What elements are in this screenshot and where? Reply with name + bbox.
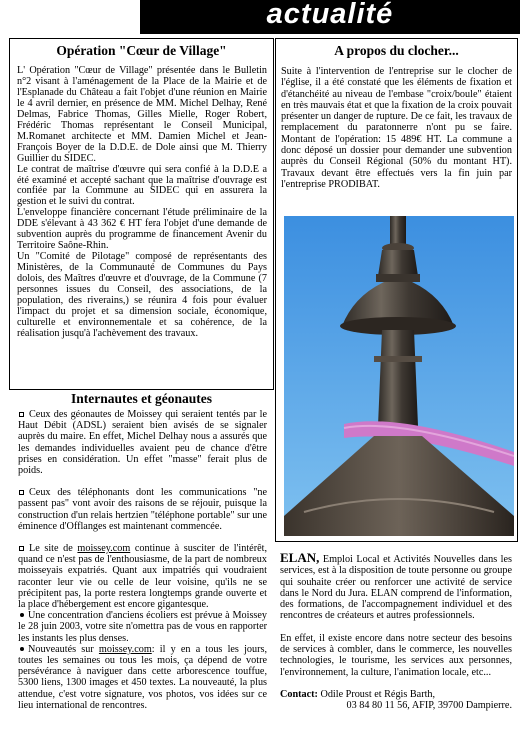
article-coeur-body xyxy=(17,66,267,340)
square-bullet-icon xyxy=(19,412,24,417)
moissey-link[interactable]: moissey.com xyxy=(98,643,152,655)
section-title: actualité xyxy=(266,0,394,30)
moissey-link[interactable]: moissey.com xyxy=(77,543,131,555)
square-bullet-icon xyxy=(19,490,24,495)
header-banner xyxy=(140,0,520,34)
round-bullet-icon xyxy=(20,613,24,617)
elan-paragraph: ELAN, Emploi Local et Activités Nouvelles dans les services, est à la disposition de toute personne ou groupe qui souhaite créer ou renforcer une activité de service dans le Nord du Jura. ELAN comprend de l'information, des formations, de l'accompagnement individuel et des rencontres de créateurs et autres professionnels. xyxy=(280,550,512,622)
article-coeur-title: Opération "Cœur de Village" xyxy=(56,43,227,58)
coeur-paragraph: Le contrat de maîtrise d'œuvre qui sera confié à la D.D.E a été examiné et accepté sachant que la maîtrise d'ouvrage est confiée par la Commune au SIDEC qui en assurera la gestion et le suivi du contrat. xyxy=(17,163,267,208)
elan-paragraph: En effet, il existe encore dans notre secteur des besoins de services à combler, dans le commerce, les nouvelles technologies, le tourisme, les services aux personnes, l'environnement, la culture, l'animation locale, etc... xyxy=(280,632,512,678)
internautes-paragraph: Nouveautés sur moissey.com: il y en a tous les jours, toutes les semaines ou tous les mois, ça dépend de votre persévérance à naviguer dans cette arborescence touffue, 5300 liens, 1300 images et 450 textes. La nouveauté, la plus attendue, c'est votre signature, vos photos, vos idées sur ce lieu international de rencontres. xyxy=(18,643,267,711)
round-bullet-icon xyxy=(20,647,24,651)
article-clocher-body xyxy=(281,66,512,190)
article-elan-body xyxy=(280,552,512,712)
clocher-paragraph: Suite à l'intervention de l'entreprise sur le clocher de l'église, il a été constaté que les éléments de fixation et d'étanchéité au niveau de l'embase "croix/boule" étaient en très mauvais état et que la fixation de la croix pouvait présenter un danger de rupture. De ce fait, les travaux de remplacement du paratonnerre n'ont pu se faire. Montant de l'opération: 15 489€ HT. La commune a donc déposé un dossier pour demander une subvention auprès du Conseil Régional (50% du montant HT). Travaux devant être effectués vers la fin juin par l'entreprise PRODIBAT. xyxy=(281,66,512,190)
coeur-paragraph: Un "Comité de Pilotage" composé de représentants des Ministères, de la Communauté de Communes du Pays dolois, des Maîtres d'œuvre et d'ouvrage, de la Commune (7 personnes issues du Conseil, des associations, de la population, des riverains,) se réunira 4 fois pour évaluer l'impact du projet et sa dimension sociale, économique, culturelle et environnementale et sa cohérence, de la réalisation jusqu'à l'achèvement des travaux. xyxy=(17,251,267,339)
coeur-paragraph: L' Opération "Cœur de Village" présentée dans le Bulletin n°2 visant à l'aménagement de la Place de la Mairie et de l'Esplanade du Château a fait l'objet d'une réunion en Mairie le 4 avril dernier, en présence de MM. Michel Delhay, René Delmas, Fabrice Thomas, Gilles Mielle, Roger Robert, Frédéric Thomas représentant le Conseil Municipal, M.Romanet architecte et MM. Damien Michel et Jean-François Boyer de la D.D.E. de Dole ainsi que M. Thierry Guillier du SIDEC. xyxy=(17,65,267,164)
internautes-paragraph: Ceux des géonautes de Moissey qui seraient tentés par le Haut Débit (ADSL) seraient bien avisés de se signaler auprès du maire. En effet, Michel Delhay nous a assurés que les demandes individuelles avaient peu de chance d'être prises en considération. Un effet "masse" ferait plus de poids. xyxy=(18,409,267,477)
elan-title: ELAN, xyxy=(280,550,320,565)
internautes-paragraph: Le site de moissey.com continue à susciter de l'intérêt, quand ce n'est pas de l'enthousiasme, de la part de nombreux moisseyais expatriés. Quant aux impatriés qui voudraient raconter leur vie ou celle de leur voisine, qu'ils ne se précipitent pas, la porte restera longtemps grande ouverte et la place d'hébergement est encore gigantesque. xyxy=(18,543,267,611)
square-bullet-icon xyxy=(19,546,24,551)
internautes-paragraph: Une concentration d'anciens écoliers est prévue à Moissey le 28 juin 2003, votre site n'omettra pas de vous en rapporter les instants les plus denses. xyxy=(18,610,267,644)
elan-contact-phone: 03 84 80 11 56, AFIP, 39700 Dampierre. xyxy=(346,700,512,712)
coeur-paragraph: L'enveloppe financière concernant l'étude préliminaire de la DDE s'élevant à 43 362 € HT fera l'objet d'une demande de subvention auprès du programme de financement Avenir du Territoire Saône-Rhin. xyxy=(17,207,267,252)
article-internautes-body xyxy=(18,409,267,711)
article-clocher-title: A propos du clocher... xyxy=(334,43,459,58)
spire-illustration xyxy=(284,216,514,536)
article-internautes-title: Internautes et géonautes xyxy=(71,391,212,406)
internautes-paragraph: Ceux des téléphonants dont les communications "ne passent pas" vont avoir des raisons de se réjouir, puisque la construction d'un relais hertzien "téléphone portable" sur une éminence d'Offlanges est maintenant commencée. xyxy=(18,487,267,532)
elan-contact: Contact: Odile Proust et Régis Barth, xyxy=(280,688,436,700)
clocher-spire-photo xyxy=(284,216,514,536)
